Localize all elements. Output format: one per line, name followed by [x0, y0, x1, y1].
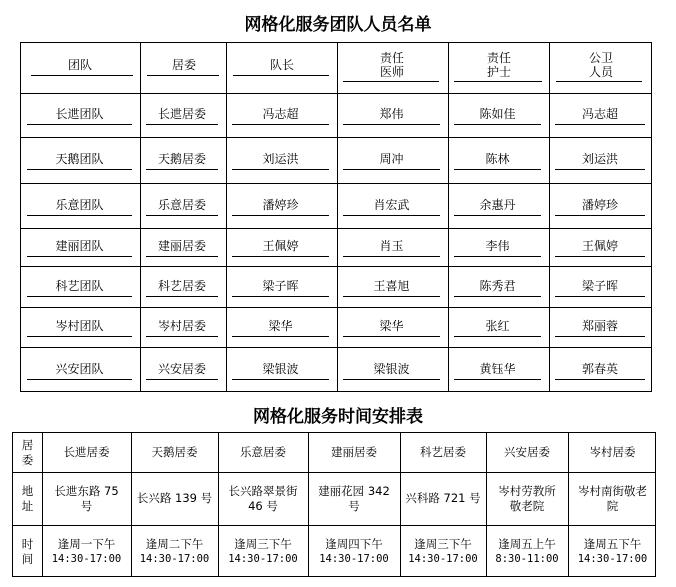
address-line: 建丽花园 342	[318, 483, 390, 498]
cell-text: 天鹅团队	[55, 152, 104, 166]
underline	[27, 124, 132, 125]
service-time	[486, 525, 568, 578]
address-line: 号	[80, 498, 93, 513]
cell-public-health	[555, 317, 645, 335]
address-line: 号	[348, 498, 360, 513]
cell-team	[27, 196, 132, 214]
cell-public-health	[555, 105, 645, 123]
cell-text: 建丽团队	[55, 239, 104, 253]
cell-doctor	[343, 237, 440, 255]
header-public-health: 公卫 人员	[588, 51, 613, 79]
address-line: 长兴路翠景街	[228, 483, 298, 498]
underline	[555, 169, 645, 170]
underline	[146, 124, 218, 125]
committee-name	[218, 433, 308, 472]
underline	[146, 169, 218, 170]
cell-text: 潘婷珍	[581, 197, 618, 212]
cell-text: 郑伟	[379, 107, 404, 121]
cell-public-health	[555, 277, 645, 295]
cell-text: 王佩婷	[262, 239, 299, 253]
cell-text: 建丽居委	[157, 239, 206, 253]
cell-text: 梁华	[379, 319, 404, 333]
cell-text: 刘运洪	[581, 152, 618, 166]
cell-text: 科艺团队	[55, 278, 104, 293]
cell-nurse	[454, 196, 541, 214]
address-line: 长迣东路 75	[54, 483, 119, 498]
underline	[555, 124, 645, 125]
cell-text: 梁华	[268, 319, 293, 333]
cell-nurse	[454, 317, 541, 335]
service-time-line: 14:30-17:00	[408, 552, 478, 565]
service-time-line: 14:30-17:00	[319, 552, 389, 565]
address-line: 敬老院	[509, 498, 545, 513]
address	[570, 472, 655, 525]
row-header-line: 地	[21, 483, 34, 498]
service-time	[308, 525, 400, 578]
underline	[232, 169, 329, 170]
committee-name-line: 乐意居委	[240, 445, 286, 459]
cell-text: 冯志超	[262, 107, 299, 121]
committee-name	[131, 433, 218, 472]
header-committee: 居委	[171, 58, 196, 72]
cell-team	[27, 150, 132, 168]
underline	[232, 124, 329, 125]
cell-team	[27, 237, 132, 255]
underline	[454, 336, 541, 337]
cell-text: 李伟	[485, 239, 510, 253]
cell-text: 肖宏武	[373, 197, 410, 212]
cell-text: 兴安团队	[55, 362, 104, 376]
committee-name-line: 科艺居委	[420, 445, 466, 459]
header-team: 团队	[67, 58, 92, 72]
cell-text: 长迣居委	[157, 107, 206, 121]
underline	[555, 296, 645, 297]
cell-text: 张红	[485, 319, 510, 333]
underline	[343, 124, 440, 125]
service-time-line: 8:30-11:00	[495, 552, 559, 565]
cell-team	[27, 317, 132, 335]
service-time-line: 14:30-17:00	[51, 552, 122, 565]
row-header-line: 时	[21, 536, 34, 551]
underline	[232, 296, 329, 297]
underline	[27, 215, 132, 216]
underline	[232, 215, 329, 216]
team-list-title: 网格化服务团队人员名单	[244, 15, 432, 35]
address-line: 岑村南街敬老	[578, 483, 647, 498]
cell-text: 陈林	[485, 152, 510, 166]
address-line: 岑村劳教所	[498, 483, 556, 498]
service-time-line: 逢周一下午	[57, 536, 116, 551]
underline	[343, 215, 440, 216]
committee-name	[308, 433, 400, 472]
cell-text: 岑村居委	[157, 319, 206, 333]
underline	[343, 296, 440, 297]
service-time-line: 14:30-17:00	[228, 552, 298, 565]
address	[488, 472, 566, 525]
cell-captain	[232, 105, 329, 123]
cell-text: 周冲	[379, 152, 404, 166]
committee-name-line: 建丽居委	[331, 445, 377, 459]
service-time-line: 逢周三下午	[414, 536, 472, 551]
service-time-line: 逢周五下午	[583, 536, 642, 551]
cell-public-health	[555, 360, 645, 378]
cell-public-health	[555, 196, 645, 214]
committee-name-line: 兴安居委	[504, 445, 550, 459]
cell-team	[27, 360, 132, 378]
cell-text: 刘运洪	[262, 152, 299, 166]
cell-text: 梁子晖	[262, 278, 299, 293]
cell-text: 乐意团队	[55, 197, 104, 212]
committee-name-line: 长迣居委	[63, 445, 110, 459]
cell-text: 长迣团队	[55, 107, 104, 121]
cell-committee	[146, 317, 218, 335]
cell-text: 余惠丹	[479, 197, 516, 212]
cell-committee	[146, 360, 218, 378]
cell-text: 岑村团队	[55, 319, 104, 333]
cell-text: 陈秀君	[479, 278, 516, 293]
row-header-line: 间	[21, 551, 34, 566]
address	[402, 472, 484, 525]
cell-text: 王喜旭	[373, 278, 410, 293]
address	[44, 472, 129, 525]
underline	[232, 379, 329, 380]
committee-name	[42, 433, 131, 472]
address-line: 长兴路 139 号	[136, 491, 213, 505]
cell-text: 潘婷珍	[262, 197, 299, 212]
cell-captain	[232, 237, 329, 255]
cell-committee	[146, 237, 218, 255]
cell-text: 兴安居委	[157, 362, 206, 376]
underline	[555, 379, 645, 380]
schedule-title: 网格化服务时间安排表	[253, 407, 423, 427]
underline	[27, 256, 132, 257]
row-header	[13, 472, 42, 525]
cell-nurse	[454, 237, 541, 255]
schedule-table	[12, 432, 656, 577]
committee-name	[568, 433, 657, 472]
underline	[232, 336, 329, 337]
cell-text: 陈如佳	[479, 107, 516, 121]
cell-text: 黄钰华	[479, 362, 516, 376]
row-header	[13, 433, 42, 472]
cell-captain	[232, 196, 329, 214]
cell-captain	[232, 317, 329, 335]
cell-captain	[232, 360, 329, 378]
cell-text: 天鹅居委	[157, 152, 206, 166]
underline	[146, 256, 218, 257]
cell-text: 肖玉	[379, 239, 404, 253]
cell-doctor	[343, 360, 440, 378]
cell-doctor	[343, 317, 440, 335]
row-header-line: 委	[21, 452, 34, 467]
cell-team	[27, 105, 132, 123]
underline	[27, 336, 132, 337]
cell-committee	[146, 105, 218, 123]
cell-captain	[232, 150, 329, 168]
service-time-line: 逢周四下午	[325, 536, 383, 551]
header-nurse: 责任 护士	[486, 51, 511, 79]
address	[220, 472, 306, 525]
underline	[343, 336, 440, 337]
service-time-line: 14:30-17:00	[139, 552, 210, 565]
cell-text: 郭春英	[581, 362, 618, 376]
underline	[146, 296, 218, 297]
address-line: 院	[606, 498, 619, 513]
row-header-line: 居	[21, 437, 34, 452]
underline	[555, 336, 645, 337]
cell-nurse	[454, 360, 541, 378]
cell-public-health	[555, 150, 645, 168]
address	[133, 472, 216, 525]
cell-nurse	[454, 277, 541, 295]
underline	[146, 336, 218, 337]
service-time-line: 逢周三下午	[234, 536, 292, 551]
address	[310, 472, 398, 525]
committee-name	[486, 433, 568, 472]
cell-doctor	[343, 277, 440, 295]
cell-committee	[146, 277, 218, 295]
underline	[454, 379, 541, 380]
cell-captain	[232, 277, 329, 295]
underline	[454, 215, 541, 216]
service-time	[218, 525, 308, 578]
committee-name-line: 岑村居委	[589, 445, 636, 459]
underline	[454, 124, 541, 125]
underline	[343, 379, 440, 380]
committee-name	[400, 433, 486, 472]
service-time	[400, 525, 486, 578]
service-time	[568, 525, 657, 578]
cell-committee	[146, 196, 218, 214]
committee-name-line: 天鹅居委	[151, 445, 198, 459]
cell-text: 梁子晖	[581, 278, 618, 293]
cell-text: 王佩婷	[581, 239, 618, 253]
cell-nurse	[454, 150, 541, 168]
cell-text: 乐意居委	[157, 197, 206, 212]
cell-text: 梁银波	[373, 362, 410, 376]
service-time	[42, 525, 131, 578]
underline	[146, 379, 218, 380]
header-captain: 队长	[269, 58, 294, 72]
cell-text: 冯志超	[581, 107, 618, 121]
underline	[454, 169, 541, 170]
underline	[27, 169, 132, 170]
underline	[555, 215, 645, 216]
address-line: 兴科路 721 号	[405, 491, 481, 505]
service-time	[131, 525, 218, 578]
underline	[555, 256, 645, 257]
cell-team	[27, 277, 132, 295]
cell-doctor	[343, 105, 440, 123]
service-time-line: 逢周五上午	[498, 536, 556, 551]
cell-text: 梁银波	[262, 362, 299, 376]
cell-public-health	[555, 237, 645, 255]
cell-nurse	[454, 105, 541, 123]
underline	[27, 379, 132, 380]
header-doctor: 责任 医师	[379, 51, 404, 79]
cell-text: 科艺居委	[157, 278, 206, 293]
underline	[27, 296, 132, 297]
service-time-line: 14:30-17:00	[577, 552, 648, 565]
underline	[454, 296, 541, 297]
underline	[343, 169, 440, 170]
underline	[146, 215, 218, 216]
team-members-table	[20, 42, 652, 392]
cell-text: 郑丽蓉	[581, 319, 618, 333]
row-header	[13, 525, 42, 578]
underline	[343, 256, 440, 257]
cell-doctor	[343, 150, 440, 168]
underline	[232, 256, 329, 257]
row-header-line: 址	[21, 498, 34, 513]
underline	[454, 256, 541, 257]
service-time-line: 逢周二下午	[145, 536, 204, 551]
address-line: 46 号	[248, 498, 278, 513]
cell-doctor	[343, 196, 440, 214]
cell-committee	[146, 150, 218, 168]
